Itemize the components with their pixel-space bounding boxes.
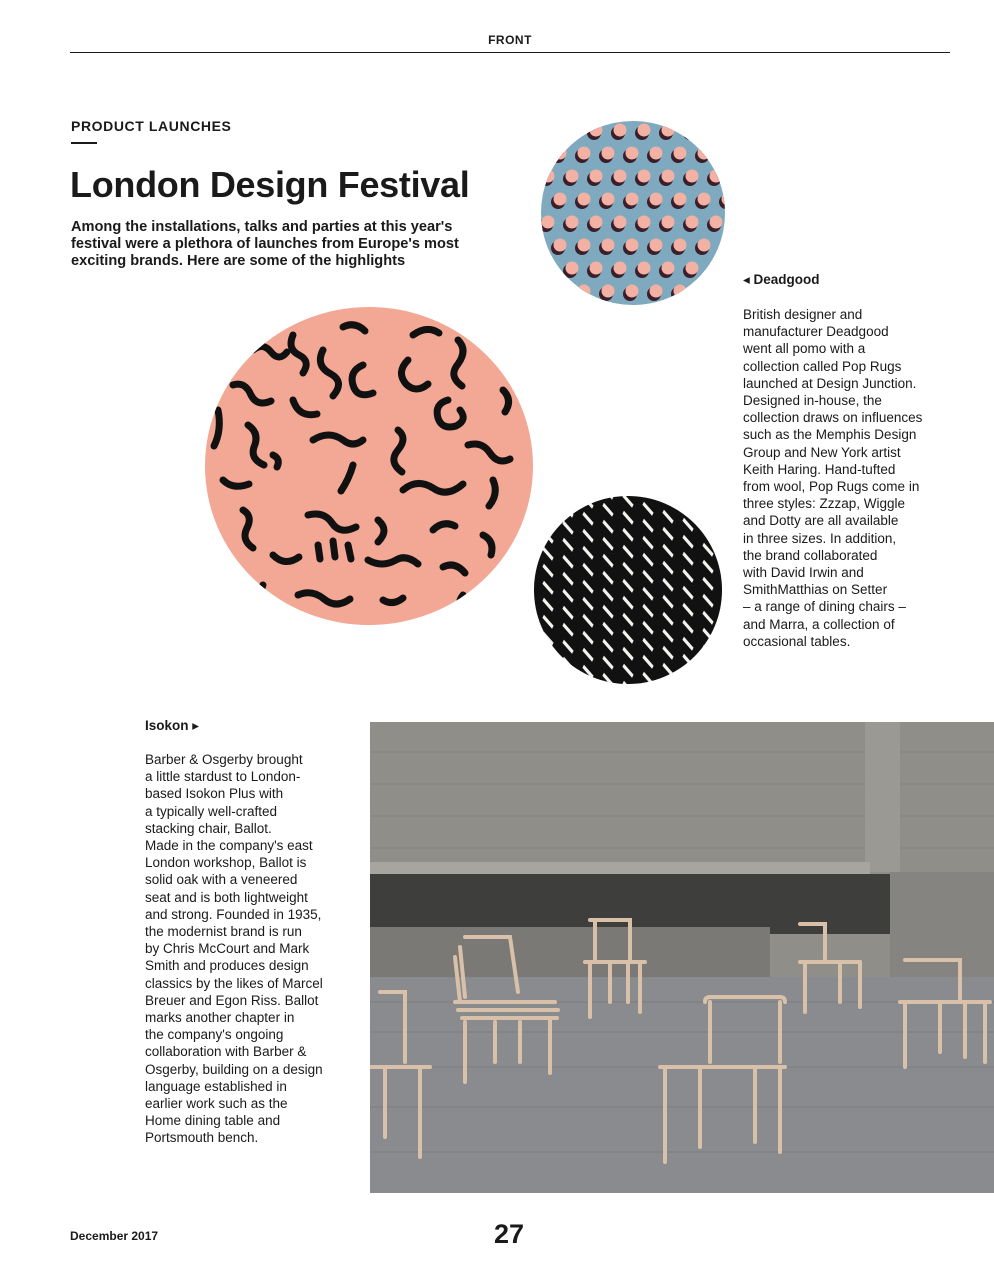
caption-line: marks another chapter in xyxy=(145,1010,295,1026)
deadgood-caption-label: ◂ Deadgood xyxy=(743,272,820,287)
dot-shadow xyxy=(719,149,726,163)
caption-line: Group and New York artist xyxy=(743,444,901,460)
caption-line: earlier work such as the xyxy=(145,1096,288,1112)
isokon-caption-body xyxy=(145,751,355,1147)
zzzap-rug-image xyxy=(533,495,723,685)
dot xyxy=(710,170,723,183)
dot xyxy=(638,170,651,183)
caption-line: by Chris McCourt and Mark xyxy=(145,941,310,957)
caption-line: went all pomo with a xyxy=(743,341,866,357)
caption-line: SmithMatthias on Setter xyxy=(743,582,888,598)
caption-line: the modernist brand is run xyxy=(145,924,302,940)
dot xyxy=(566,216,579,229)
dot xyxy=(614,216,627,229)
caption-line: with David Irwin and xyxy=(743,565,864,581)
dot xyxy=(578,239,591,252)
caption-line: collection called Pop Rugs xyxy=(743,358,902,374)
page-number: 27 xyxy=(494,1219,525,1249)
dotty-rug-image xyxy=(540,120,726,306)
dot xyxy=(722,239,727,252)
footer-issue-date: December 2017 xyxy=(70,1229,159,1243)
caption-line: manufacturer Deadgood xyxy=(743,324,889,340)
dot xyxy=(698,285,711,298)
dot xyxy=(590,124,603,137)
dot-shadow xyxy=(707,264,721,278)
dot-shadow xyxy=(719,287,726,301)
dot-shadow xyxy=(719,241,726,255)
dot xyxy=(638,216,651,229)
dot xyxy=(626,193,639,206)
zzzap-rug-zigzags xyxy=(533,495,723,685)
dot xyxy=(650,193,663,206)
caption-line: Smith and produces design xyxy=(145,958,309,974)
caption-line: and Dotty are all available xyxy=(743,513,899,529)
dot-shadow xyxy=(683,126,697,140)
dot xyxy=(686,216,699,229)
dot xyxy=(602,285,615,298)
dot xyxy=(554,239,567,252)
dot xyxy=(662,170,675,183)
dot xyxy=(686,124,699,137)
standfirst-line: festival were a plethora of launches from Europe's most xyxy=(71,236,459,252)
dot xyxy=(578,285,591,298)
wiggle-rug-image xyxy=(203,305,535,627)
dot xyxy=(710,216,723,229)
dot xyxy=(542,124,555,137)
dot xyxy=(578,147,591,160)
dot-shadow xyxy=(695,287,709,301)
caption-line: Osgerby, building on a design xyxy=(145,1061,323,1077)
deadgood-caption-body xyxy=(743,306,958,650)
caption-line: London workshop, Ballot is xyxy=(145,855,307,871)
header-rule xyxy=(70,52,950,53)
dot xyxy=(566,262,579,275)
isokon-caption-label: Isokon ▸ xyxy=(145,718,200,733)
dot-shadow xyxy=(563,126,577,140)
caption-line: Keith Haring. Hand-tufted xyxy=(743,461,896,477)
dot xyxy=(626,285,639,298)
kicker-dash xyxy=(71,142,97,144)
dot xyxy=(674,147,687,160)
caption-line: collection draws on influences xyxy=(743,410,923,426)
dot-shadow xyxy=(707,126,721,140)
dot xyxy=(650,147,663,160)
caption-line: language established in xyxy=(145,1078,287,1094)
dot xyxy=(674,285,687,298)
dot xyxy=(650,285,663,298)
caption-line: classics by the likes of Marcel xyxy=(145,975,323,991)
section-kicker: PRODUCT LAUNCHES xyxy=(71,118,232,134)
caption-line: based Isokon Plus with xyxy=(145,786,284,802)
caption-line: occasional tables. xyxy=(743,633,851,649)
dot xyxy=(590,216,603,229)
dot xyxy=(542,216,555,229)
caption-line: Barber & Osgerby brought xyxy=(145,752,303,767)
dot xyxy=(602,193,615,206)
dot xyxy=(602,147,615,160)
dot xyxy=(614,170,627,183)
caption-line: solid oak with a veneered xyxy=(145,872,298,888)
caption-line: and Marra, a collection of xyxy=(743,616,895,632)
caption-line: – a range of dining chairs – xyxy=(743,599,906,615)
dot xyxy=(602,239,615,252)
dot xyxy=(662,262,675,275)
standfirst-line: exciting brands. Here are some of the highlights xyxy=(71,253,406,269)
dot xyxy=(686,170,699,183)
dot xyxy=(722,147,727,160)
dot xyxy=(662,216,675,229)
side-wall xyxy=(890,872,994,992)
caption-line: Home dining table and xyxy=(145,1113,281,1129)
caption-line: Portsmouth bench. xyxy=(145,1130,259,1146)
standfirst-line: Among the installations, talks and parties at this year's xyxy=(71,219,453,235)
ballot-chairs-photo xyxy=(370,722,994,1193)
article-headline: London Design Festival xyxy=(70,164,470,205)
dot xyxy=(614,124,627,137)
caption-line: Breuer and Egon Riss. Ballot xyxy=(145,992,319,1008)
dot xyxy=(674,193,687,206)
dot xyxy=(542,170,555,183)
dot xyxy=(614,262,627,275)
dot-shadow xyxy=(540,126,553,140)
dot xyxy=(626,147,639,160)
dot xyxy=(722,285,727,298)
concrete-pillar xyxy=(865,722,900,872)
wiggle-rug-base xyxy=(205,307,533,625)
caption-line: British designer and xyxy=(743,307,863,322)
section-header: FRONT xyxy=(488,33,532,47)
dot xyxy=(578,193,591,206)
dot xyxy=(554,147,567,160)
dot-shadow xyxy=(540,264,553,278)
dot xyxy=(698,193,711,206)
dot xyxy=(566,124,579,137)
caption-line: Made in the company's east xyxy=(145,838,313,854)
dot xyxy=(710,262,723,275)
dot xyxy=(542,262,555,275)
caption-line: such as the Memphis Design xyxy=(743,427,917,443)
dot xyxy=(626,239,639,252)
dot xyxy=(590,262,603,275)
caption-line: seat and is both lightweight xyxy=(145,889,308,905)
dot xyxy=(674,239,687,252)
dot xyxy=(638,124,651,137)
dot xyxy=(698,147,711,160)
overhang-edge xyxy=(370,862,870,874)
dot xyxy=(566,170,579,183)
caption-line: a little stardust to London- xyxy=(145,769,301,785)
caption-line: three styles: Zzzap, Wiggle xyxy=(743,496,906,512)
dot-shadow xyxy=(551,287,565,301)
dot xyxy=(590,170,603,183)
concrete-bench xyxy=(370,927,770,982)
caption-line: launched at Design Junction. xyxy=(743,375,917,391)
dot xyxy=(554,285,567,298)
dot xyxy=(698,239,711,252)
caption-line: stacking chair, Ballot. xyxy=(145,820,272,836)
caption-line: collaboration with Barber & xyxy=(145,1044,307,1060)
article-standfirst xyxy=(71,219,521,270)
caption-line: a typically well-crafted xyxy=(145,803,278,819)
caption-line: Designed in-house, the xyxy=(743,393,882,409)
caption-line: from wool, Pop Rugs come in xyxy=(743,479,920,495)
caption-line: in three sizes. In addition, xyxy=(743,530,897,546)
dot xyxy=(686,262,699,275)
caption-line: the brand collaborated xyxy=(743,547,878,563)
dot xyxy=(710,124,723,137)
dot xyxy=(662,124,675,137)
caption-line: and strong. Founded in 1935, xyxy=(145,906,322,922)
dot xyxy=(638,262,651,275)
dot xyxy=(650,239,663,252)
dot xyxy=(554,193,567,206)
caption-line: the company's ongoing xyxy=(145,1027,284,1043)
